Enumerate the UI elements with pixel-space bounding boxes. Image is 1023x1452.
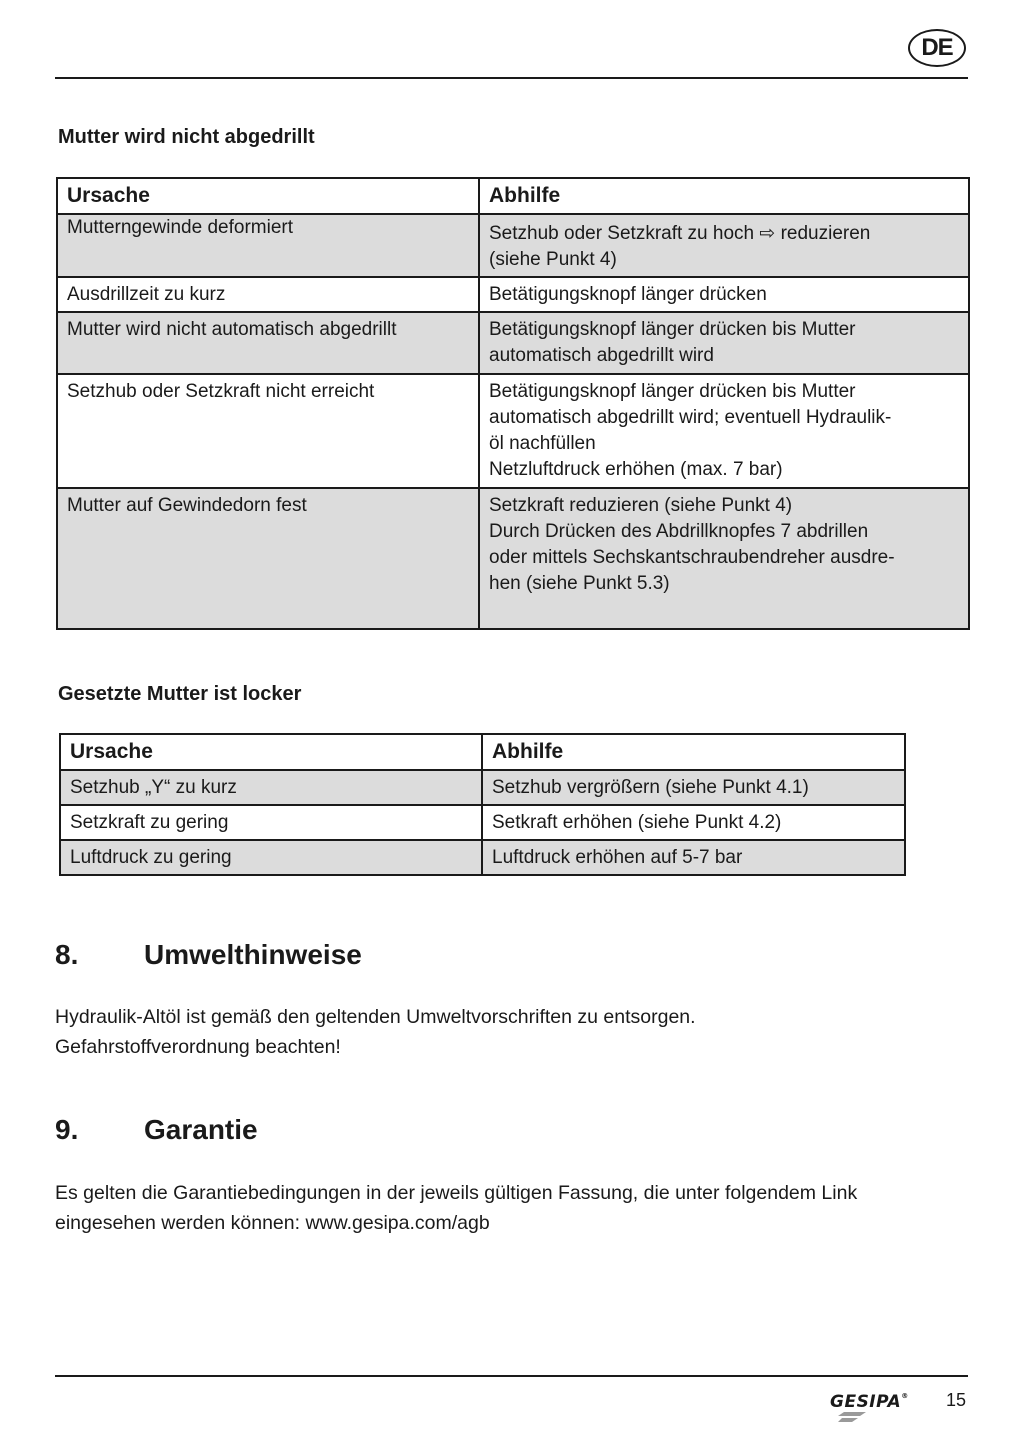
section-8-number: 8. xyxy=(55,939,79,970)
remedy-cell: Setzhub oder Setzkraft zu hoch ⇨ reduzieren (siehe Punkt 4) xyxy=(479,214,969,277)
troubleshooting-table-nut-loose xyxy=(59,733,906,876)
language-badge: DE xyxy=(908,29,966,67)
subheading-nut-not-unscrewed: Mutter wird nicht abgedrillt xyxy=(58,126,315,148)
cause-cell: Setzhub „Y“ zu kurz xyxy=(60,770,482,805)
table-row xyxy=(57,312,969,374)
table-row xyxy=(60,840,905,875)
cause-cell: Mutter auf Gewindedorn fest xyxy=(57,488,479,629)
section-8-paragraph: Hydraulik-Altöl ist gemäß den geltenden Umweltvorschriften zu entsorgen. Gefahrstoffverordnung beachten! xyxy=(55,1006,696,1058)
troubleshooting-table-nut-not-unscrewed xyxy=(56,177,970,630)
section-9-number: 9. xyxy=(55,1114,79,1145)
table-header-row xyxy=(57,178,969,214)
table-row xyxy=(60,805,905,840)
table-header-row xyxy=(60,734,905,770)
cause-cell: Luftdruck zu gering xyxy=(60,840,482,875)
cause-cell: Setzhub oder Setzkraft nicht erreicht xyxy=(57,374,479,488)
logo-stripes-icon xyxy=(838,1412,866,1422)
remedy-cell: Setzkraft reduzieren (siehe Punkt 4) Durch Drücken des Abdrillknopfes 7 abdrillen oder mittels Sechskantschraubendreher ausdre- hen (siehe Punkt 5.3) xyxy=(479,488,969,629)
table-row xyxy=(60,770,905,805)
section-9-paragraph: Es gelten die Garantiebedingungen in der jeweils gültigen Fassung, die unter folgendem Link eingesehen werden können: www.gesipa.com/agb xyxy=(55,1182,858,1234)
page-number: 15 xyxy=(946,1390,967,1410)
header-cause: Ursache xyxy=(60,734,482,770)
remedy-cell: Setzhub vergrößern (siehe Punkt 4.1) xyxy=(482,770,905,805)
header-rule xyxy=(55,77,968,79)
cause-cell: Setzkraft zu gering xyxy=(60,805,482,840)
remedy-cell: Betätigungsknopf länger drücken bis Mutter automatisch abgedrillt wird; eventuell Hydraulik- öl nachfüllen Netzluftdruck erhöhen (max. 7 bar) xyxy=(479,374,969,488)
section-8-title: Umwelthinweise xyxy=(144,939,362,970)
header-remedy: Abhilfe xyxy=(479,178,969,214)
gesipa-logo: GESIPA® xyxy=(830,1392,909,1412)
remedy-cell: Betätigungsknopf länger drücken bis Mutter automatisch abgedrillt wird xyxy=(479,312,969,374)
header-remedy: Abhilfe xyxy=(482,734,905,770)
section-9-title: Garantie xyxy=(144,1114,258,1145)
cause-cell: Mutterngewinde deformiert xyxy=(57,214,479,277)
remedy-cell: Luftdruck erhöhen auf 5-7 bar xyxy=(482,840,905,875)
table-row xyxy=(57,488,969,629)
table-row xyxy=(57,214,969,277)
header-cause: Ursache xyxy=(57,178,479,214)
table-row xyxy=(57,374,969,488)
table-row xyxy=(57,277,969,312)
cause-cell: Ausdrillzeit zu kurz xyxy=(57,277,479,312)
remedy-cell: Setkraft erhöhen (siehe Punkt 4.2) xyxy=(482,805,905,840)
cause-cell: Mutter wird nicht automatisch abgedrillt xyxy=(57,312,479,374)
section-9-heading xyxy=(55,1114,258,1146)
subheading-nut-loose: Gesetzte Mutter ist locker xyxy=(58,683,302,705)
footer-rule xyxy=(55,1375,968,1377)
remedy-cell: Betätigungsknopf länger drücken xyxy=(479,277,969,312)
section-8-heading xyxy=(55,939,362,971)
